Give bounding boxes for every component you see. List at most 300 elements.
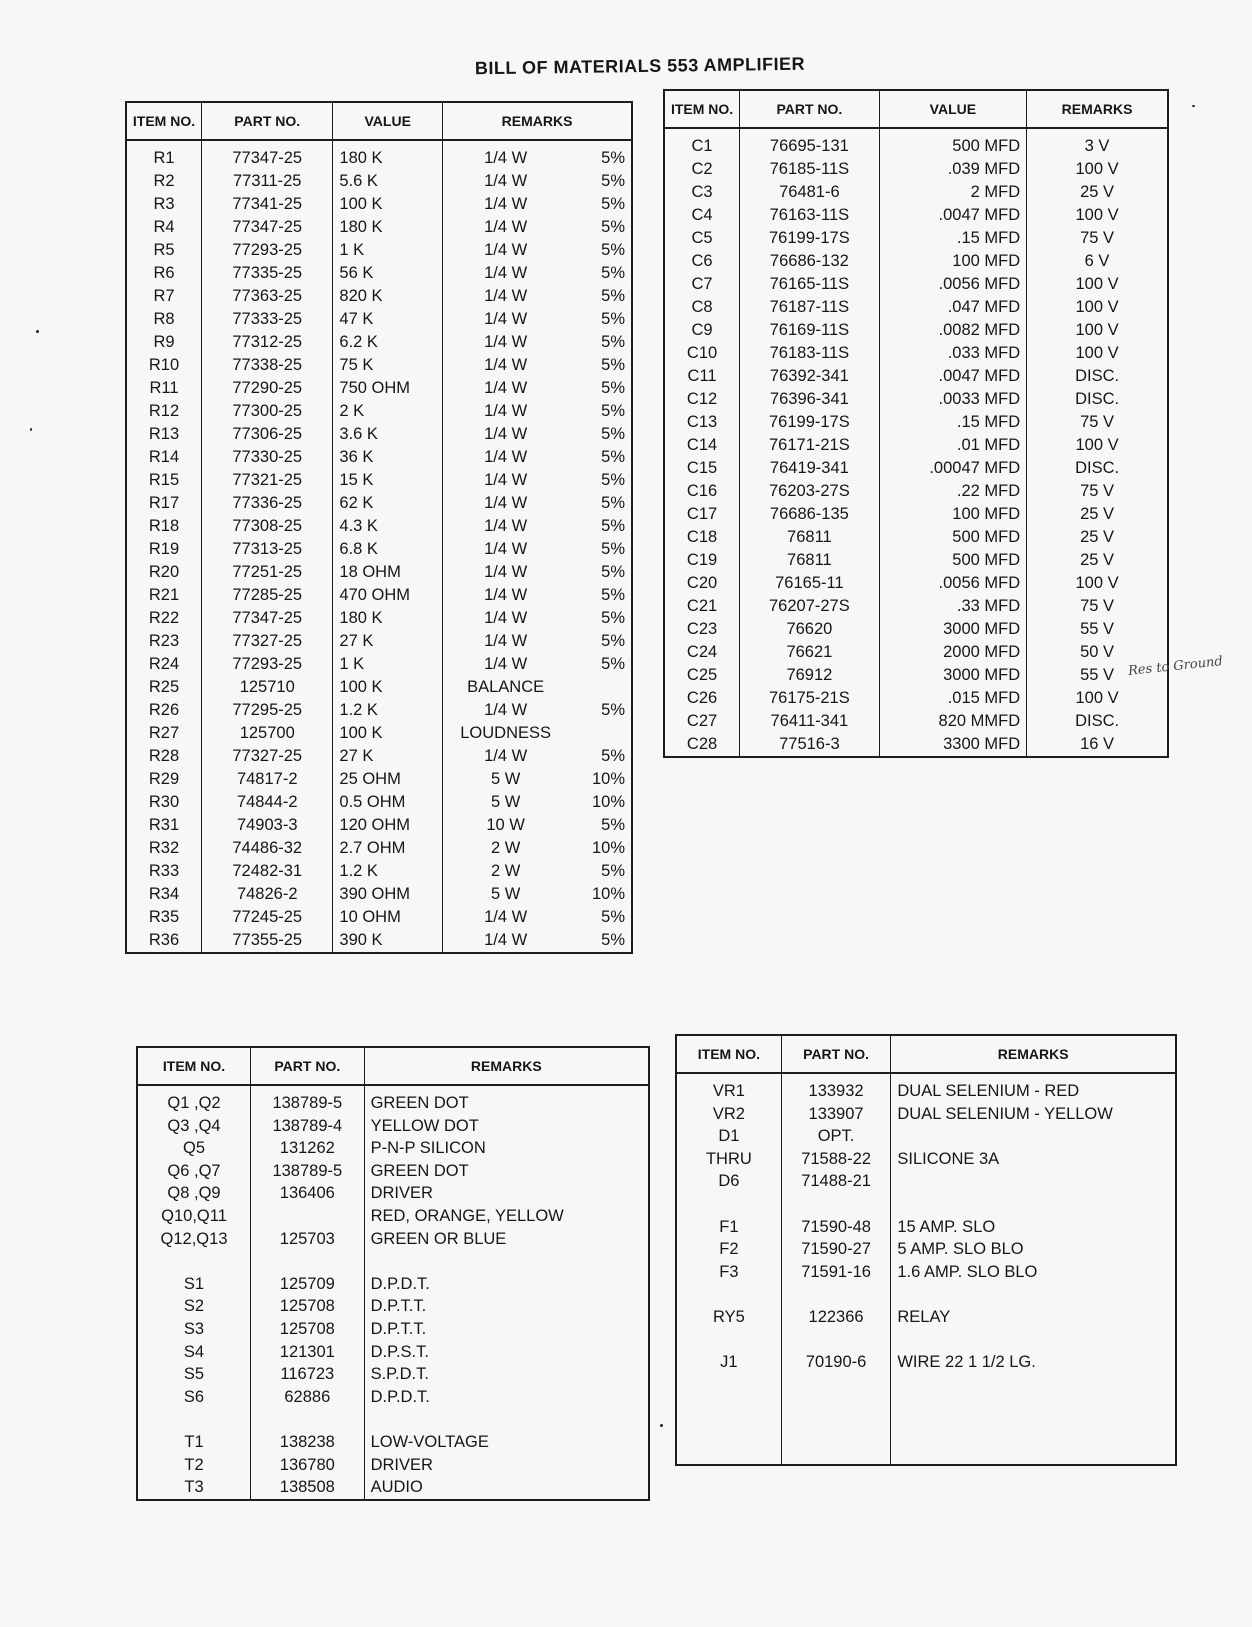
cell-value: .0056 MFD <box>879 572 1027 595</box>
cell-item: C27 <box>686 712 718 730</box>
cell-item <box>676 1374 781 1397</box>
cell-part: 76620 <box>740 618 879 641</box>
table-row <box>664 733 1168 757</box>
cell-part: 76621 <box>740 641 879 664</box>
cell-part: 125703 <box>251 1228 365 1251</box>
cell-value: 500 MFD <box>879 128 1027 158</box>
cell-remarks: 55 V <box>1027 664 1168 687</box>
cell-item: C19 <box>686 551 718 569</box>
cell-part: 121301 <box>251 1341 365 1364</box>
cell-item: S2 <box>183 1297 205 1316</box>
cell-value: 2.7 OHM <box>333 837 443 860</box>
cell-power: 1/4 W <box>443 538 569 561</box>
table-row <box>126 400 632 423</box>
cell-item: C18 <box>686 528 718 546</box>
cell-part: 138789-4 <box>251 1115 365 1138</box>
cell-remarks: DISC. <box>1027 388 1168 411</box>
cell-part: 77516-3 <box>740 733 879 757</box>
cell-power: 1/4 W <box>443 584 569 607</box>
scan-speck <box>660 1424 663 1427</box>
cell-tol: 5% <box>601 310 625 328</box>
cell-item: Q12,Q13 <box>160 1229 228 1248</box>
cell-part: 125708 <box>251 1295 365 1318</box>
table-row <box>137 1476 649 1500</box>
cell-item: R29 <box>148 770 180 788</box>
cell-part: 77336-25 <box>202 492 333 515</box>
table-row <box>126 377 632 400</box>
cell-item: S6 <box>183 1387 205 1406</box>
table-row <box>676 1419 1176 1442</box>
cell-power: 1/4 W <box>443 216 569 239</box>
cell-remarks <box>891 1125 1176 1148</box>
cell-part: 76811 <box>740 526 879 549</box>
table-row <box>126 699 632 722</box>
cell-value: 18 OHM <box>333 561 443 584</box>
cell-value: 180 K <box>333 607 443 630</box>
cell-item: R13 <box>148 425 180 443</box>
cell-item: D6 <box>718 1172 740 1191</box>
table-row <box>676 1170 1176 1193</box>
cell-part: 77312-25 <box>202 331 333 354</box>
cell-item: R35 <box>148 908 180 926</box>
table-row <box>126 285 632 308</box>
cell-part: 77313-25 <box>202 538 333 561</box>
cell-item: J1 <box>720 1353 738 1372</box>
table-row <box>126 676 632 699</box>
cell-part: 138789-5 <box>251 1085 365 1115</box>
table-row <box>676 1306 1176 1329</box>
table-row <box>126 193 632 216</box>
cell-tol: 5% <box>601 379 625 397</box>
cell-tol: 5% <box>601 563 625 581</box>
cell-part: 77330-25 <box>202 446 333 469</box>
cell-part: 76187-11S <box>740 296 879 319</box>
cell-item: R22 <box>148 609 180 627</box>
cell-value: 2 K <box>333 400 443 423</box>
cell-value: 6.8 K <box>333 538 443 561</box>
header-value: VALUE <box>879 90 1027 128</box>
cell-remarks: D.P.D.T. <box>364 1273 649 1296</box>
cell-part: 77311-25 <box>202 170 333 193</box>
cell-power: 5 W <box>443 883 569 906</box>
table-row <box>664 250 1168 273</box>
cell-item: C14 <box>686 436 718 454</box>
cell-part: 71591-16 <box>781 1261 891 1284</box>
table-row <box>664 388 1168 411</box>
header-item-no: ITEM NO. <box>126 102 202 140</box>
diode-fuse-relay-table <box>675 1034 1177 1466</box>
table-row <box>126 492 632 515</box>
cell-item: R8 <box>153 310 175 328</box>
cell-remarks: 100 V <box>1027 296 1168 319</box>
table-row <box>126 331 632 354</box>
cell-power: 1/4 W <box>443 354 569 377</box>
cell-remarks: DUAL SELENIUM - RED <box>891 1073 1176 1103</box>
cell-remarks: YELLOW DOT <box>364 1115 649 1138</box>
resistor-table <box>125 101 633 954</box>
cell-remarks: SILICONE 3A <box>891 1148 1176 1171</box>
cell-value: 390 OHM <box>333 883 443 906</box>
cell-item: R23 <box>148 632 180 650</box>
cell-power: 1/4 W <box>443 492 569 515</box>
table-row <box>676 1283 1176 1306</box>
cell-item <box>676 1329 781 1352</box>
cell-part: 77293-25 <box>202 653 333 676</box>
cell-part: OPT. <box>781 1125 891 1148</box>
cell-tol: 5% <box>601 425 625 443</box>
cell-remarks: LOW-VOLTAGE <box>364 1431 649 1454</box>
cell-value: .0082 MFD <box>879 319 1027 342</box>
table-row <box>664 411 1168 434</box>
cell-item: R4 <box>153 218 175 236</box>
cell-part: 125709 <box>251 1273 365 1296</box>
cell-part: 77347-25 <box>202 216 333 239</box>
header-part-no: PART NO. <box>202 102 333 140</box>
cell-part: 136780 <box>251 1454 365 1477</box>
cell-part: 76686-132 <box>740 250 879 273</box>
cell-item: R5 <box>153 241 175 259</box>
cell-part: 77293-25 <box>202 239 333 262</box>
cell-item: R31 <box>148 816 180 834</box>
cell-tol: 5% <box>601 632 625 650</box>
cell-item: Q3 ,Q4 <box>167 1116 221 1135</box>
cell-part: 77347-25 <box>202 607 333 630</box>
cell-remarks: GREEN DOT <box>364 1160 649 1183</box>
table-row <box>664 158 1168 181</box>
cell-remarks: D.P.D.T. <box>364 1386 649 1409</box>
cell-value: 47 K <box>333 308 443 331</box>
cell-item: C5 <box>691 229 713 247</box>
cell-part: 76165-11S <box>740 273 879 296</box>
table-row <box>126 745 632 768</box>
cell-item: R21 <box>148 586 180 604</box>
table-row <box>137 1318 649 1341</box>
cell-value: 10 OHM <box>333 906 443 929</box>
cell-value: 180 K <box>333 140 443 170</box>
table-row <box>137 1386 649 1409</box>
cell-remarks: D.P.S.T. <box>364 1341 649 1364</box>
cell-power: 1/4 W <box>443 140 569 170</box>
cell-part: 125708 <box>251 1318 365 1341</box>
cell-power: 1/4 W <box>443 285 569 308</box>
table-row <box>676 1351 1176 1374</box>
cell-part: 76207-27S <box>740 595 879 618</box>
cell-remarks: 50 V <box>1027 641 1168 664</box>
cell-item: R18 <box>148 517 180 535</box>
cell-part: 74826-2 <box>202 883 333 906</box>
cell-part: 136406 <box>251 1182 365 1205</box>
cell-power: 10 W <box>443 814 569 837</box>
cell-item: R19 <box>148 540 180 558</box>
table-row <box>126 630 632 653</box>
cell-value: 1 K <box>333 653 443 676</box>
cell-value: 56 K <box>333 262 443 285</box>
cell-power: 1/4 W <box>443 745 569 768</box>
table-row <box>126 722 632 745</box>
cell-item: C13 <box>686 413 718 431</box>
cell-part: 133907 <box>781 1103 891 1126</box>
cell-tol: 5% <box>601 195 625 213</box>
cell-remarks: 16 V <box>1027 733 1168 757</box>
cell-part: 131262 <box>251 1137 365 1160</box>
cell-remarks <box>891 1396 1176 1419</box>
cell-value: .01 MFD <box>879 434 1027 457</box>
cell-value: 3.6 K <box>333 423 443 446</box>
cell-part: 76396-341 <box>740 388 879 411</box>
cell-value: 100 K <box>333 722 443 745</box>
cell-item: VR1 <box>712 1082 745 1100</box>
cell-value: 100 MFD <box>879 503 1027 526</box>
cell-remarks: 55 V <box>1027 618 1168 641</box>
cell-item: R15 <box>148 471 180 489</box>
cell-item: RY5 <box>712 1307 745 1326</box>
cell-remarks: 100 V <box>1027 273 1168 296</box>
cell-tol <box>568 722 632 745</box>
cell-value: 2 MFD <box>879 181 1027 204</box>
cell-item: R34 <box>148 885 180 903</box>
cell-remarks <box>364 1408 649 1431</box>
cell-remarks <box>891 1329 1176 1352</box>
cell-tol: 10% <box>591 793 625 811</box>
cell-value: 3300 MFD <box>879 733 1027 757</box>
cell-remarks: S.P.D.T. <box>364 1363 649 1386</box>
cell-item: VR2 <box>712 1104 745 1123</box>
header-part-no: PART NO. <box>251 1047 365 1085</box>
cell-value: 100 K <box>333 676 443 699</box>
cell-value: 5.6 K <box>333 170 443 193</box>
cell-value: 820 K <box>333 285 443 308</box>
cell-remarks: DISC. <box>1027 365 1168 388</box>
cell-power: 1/4 W <box>443 653 569 676</box>
cell-item: C21 <box>686 597 718 615</box>
cell-tol: 5% <box>601 172 625 190</box>
cell-item: R7 <box>153 287 175 305</box>
cell-item: C4 <box>691 206 713 224</box>
cell-power: 1/4 W <box>443 331 569 354</box>
cell-part <box>251 1408 365 1431</box>
table-row <box>137 1431 649 1454</box>
cell-part: 76165-11 <box>740 572 879 595</box>
cell-tol: 5% <box>601 931 625 949</box>
cell-item: T3 <box>184 1478 204 1497</box>
table-row <box>676 1374 1176 1397</box>
table-row <box>676 1261 1176 1284</box>
cell-power: 2 W <box>443 837 569 860</box>
cell-part: 70190-6 <box>781 1351 891 1374</box>
cell-remarks <box>891 1419 1176 1442</box>
cell-remarks: GREEN OR BLUE <box>364 1228 649 1251</box>
cell-item: C8 <box>691 298 713 316</box>
cell-power: 1/4 W <box>443 193 569 216</box>
cell-value: 820 MMFD <box>879 710 1027 733</box>
cell-part <box>781 1396 891 1419</box>
cell-remarks: GREEN DOT <box>364 1085 649 1115</box>
table-row <box>676 1238 1176 1261</box>
cell-item: R32 <box>148 839 180 857</box>
cell-item: F2 <box>719 1240 739 1259</box>
cell-value: .0033 MFD <box>879 388 1027 411</box>
cell-tol: 5% <box>601 701 625 719</box>
cell-part: 138508 <box>251 1476 365 1500</box>
cell-item: R24 <box>148 655 180 673</box>
table-row <box>664 503 1168 526</box>
cell-tol: 5% <box>601 448 625 466</box>
cell-item: R6 <box>153 264 175 282</box>
cell-item: R20 <box>148 563 180 581</box>
cell-tol: 5% <box>601 218 625 236</box>
table-row <box>126 837 632 860</box>
table-row <box>126 515 632 538</box>
table-row <box>126 653 632 676</box>
cell-item: S3 <box>183 1319 205 1338</box>
cell-item: R10 <box>148 356 180 374</box>
cell-remarks: DUAL SELENIUM - YELLOW <box>891 1103 1176 1126</box>
cell-item: R3 <box>153 195 175 213</box>
cell-tol <box>568 676 632 699</box>
cell-item: R14 <box>148 448 180 466</box>
cell-item <box>676 1283 781 1306</box>
cell-item: R1 <box>153 149 175 167</box>
cell-part: 76203-27S <box>740 480 879 503</box>
cell-part <box>781 1193 891 1216</box>
table-row <box>126 791 632 814</box>
cell-remarks: 75 V <box>1027 411 1168 434</box>
cell-part: 62886 <box>251 1386 365 1409</box>
scan-speck <box>36 330 39 333</box>
table-row <box>126 561 632 584</box>
table-row <box>137 1295 649 1318</box>
cell-part: 76392-341 <box>740 365 879 388</box>
cell-item: R12 <box>148 402 180 420</box>
cell-part: 76695-131 <box>740 128 879 158</box>
cell-remarks: 25 V <box>1027 526 1168 549</box>
cell-remarks: 100 V <box>1027 342 1168 365</box>
cell-item: C20 <box>686 574 718 592</box>
scan-speck <box>1192 105 1195 107</box>
cell-part: 138238 <box>251 1431 365 1454</box>
cell-item: R28 <box>148 747 180 765</box>
scan-speck <box>30 428 32 431</box>
table-row <box>126 423 632 446</box>
table-row <box>137 1250 649 1273</box>
cell-part: 74903-3 <box>202 814 333 837</box>
cell-power: 1/4 W <box>443 423 569 446</box>
table-row <box>664 549 1168 572</box>
cell-item: C9 <box>691 321 713 339</box>
table-row <box>126 262 632 285</box>
table-row <box>137 1205 649 1228</box>
cell-tol: 5% <box>601 540 625 558</box>
cell-item <box>676 1442 781 1466</box>
cell-item: F1 <box>719 1217 739 1236</box>
cell-power: 1/4 W <box>443 262 569 285</box>
cell-part: 138789-5 <box>251 1160 365 1183</box>
cell-item: S4 <box>183 1342 205 1361</box>
table-row <box>664 641 1168 664</box>
cell-value: 100 MFD <box>879 250 1027 273</box>
cell-value: 6.2 K <box>333 331 443 354</box>
cell-tol: 5% <box>601 356 625 374</box>
cell-remarks <box>891 1442 1176 1466</box>
cell-part: 77300-25 <box>202 400 333 423</box>
cell-power: 1/4 W <box>443 607 569 630</box>
cell-part: 76912 <box>740 664 879 687</box>
cell-part: 133932 <box>781 1073 891 1103</box>
cell-power: LOUDNESS <box>443 722 569 745</box>
table-row <box>126 216 632 239</box>
cell-value: .00047 MFD <box>879 457 1027 480</box>
cell-power: 1/4 W <box>443 630 569 653</box>
table-row <box>676 1148 1176 1171</box>
table-row <box>664 526 1168 549</box>
header-remarks: REMARKS <box>443 102 632 140</box>
cell-part: 71588-22 <box>781 1148 891 1171</box>
table-row <box>664 480 1168 503</box>
cell-remarks: RED, ORANGE, YELLOW <box>364 1205 649 1228</box>
cell-item: THRU <box>705 1149 752 1168</box>
cell-part: 77245-25 <box>202 906 333 929</box>
cell-power: 1/4 W <box>443 446 569 469</box>
table-row <box>676 1396 1176 1419</box>
table-row <box>664 687 1168 710</box>
cell-item: C25 <box>686 666 718 684</box>
cell-item: C11 <box>687 367 717 385</box>
table-row <box>664 181 1168 204</box>
cell-remarks: 100 V <box>1027 319 1168 342</box>
cell-value: .033 MFD <box>879 342 1027 365</box>
cell-power: 1/4 W <box>443 170 569 193</box>
cell-item: Q6 ,Q7 <box>167 1161 221 1180</box>
cell-part: 76175-21S <box>740 687 879 710</box>
cell-tol: 5% <box>601 471 625 489</box>
cell-remarks: 100 V <box>1027 434 1168 457</box>
cell-remarks: AUDIO <box>364 1476 649 1500</box>
cell-part: 122366 <box>781 1306 891 1329</box>
table-row <box>664 365 1168 388</box>
cell-value: 100 K <box>333 193 443 216</box>
cell-part <box>781 1329 891 1352</box>
table-row <box>664 319 1168 342</box>
cell-part: 77333-25 <box>202 308 333 331</box>
cell-value: 27 K <box>333 745 443 768</box>
cell-remarks: D.P.T.T. <box>364 1318 649 1341</box>
cell-remarks: 75 V <box>1027 227 1168 250</box>
cell-value: 1.2 K <box>333 699 443 722</box>
table-row <box>126 929 632 953</box>
cell-item: C3 <box>691 183 713 201</box>
cell-item <box>676 1193 781 1216</box>
cell-part: 76199-17S <box>740 411 879 434</box>
cell-remarks: 25 V <box>1027 181 1168 204</box>
table-row <box>126 883 632 906</box>
cell-part: 77295-25 <box>202 699 333 722</box>
cell-part: 77306-25 <box>202 423 333 446</box>
cell-item: R25 <box>148 678 180 696</box>
cell-remarks: 3 V <box>1027 128 1168 158</box>
cell-remarks <box>364 1250 649 1273</box>
cell-value: 0.5 OHM <box>333 791 443 814</box>
table-row <box>664 572 1168 595</box>
cell-remarks: 6 V <box>1027 250 1168 273</box>
cell-part: 71590-48 <box>781 1216 891 1239</box>
cell-item: C24 <box>686 643 718 661</box>
cell-item: R9 <box>153 333 175 351</box>
header-item-no: ITEM NO. <box>676 1035 781 1073</box>
cell-part: 77347-25 <box>202 140 333 170</box>
cell-item: S1 <box>183 1274 205 1293</box>
cell-value: .047 MFD <box>879 296 1027 319</box>
cell-tol: 5% <box>601 862 625 880</box>
